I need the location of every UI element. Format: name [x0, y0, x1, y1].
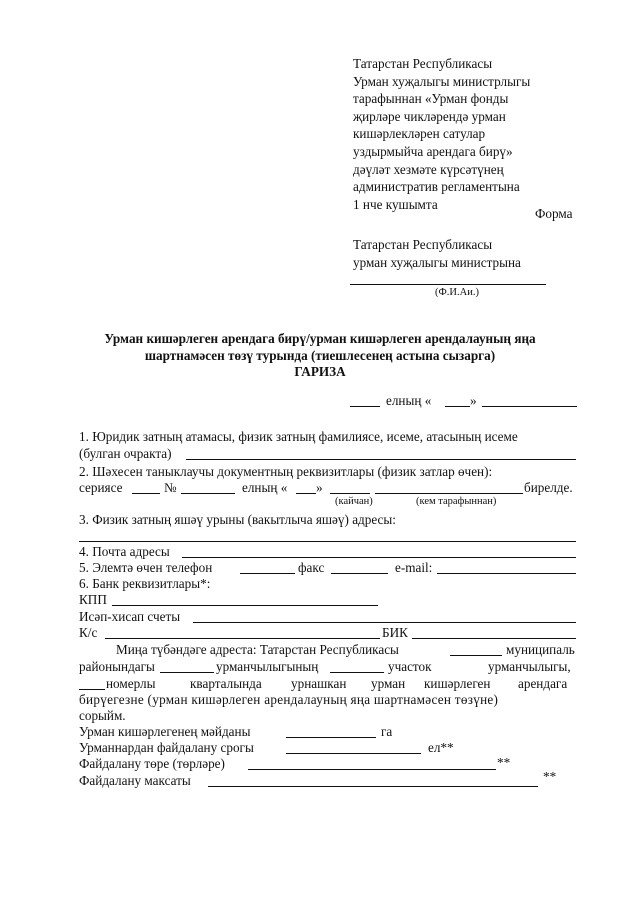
request-p4: бирүегезне (урман кишәрлеген арендалауның яңа шартнамәсен төзүне): [79, 692, 499, 707]
appendix-header: [353, 55, 530, 213]
item2-issued: бирелде.: [524, 480, 573, 495]
area-label: Урман кишәрлегенең мәйданы: [79, 724, 251, 739]
title-line3: ГАРИЗА: [294, 364, 346, 379]
purpose-label: Файдалану максаты: [79, 773, 191, 788]
request-p2-c: участок: [388, 659, 432, 674]
request-p3-f: арендага: [518, 676, 568, 691]
item5-email: e-mail:: [395, 560, 433, 575]
account-line[interactable]: [193, 622, 576, 623]
date-year-line[interactable]: [350, 406, 380, 407]
item2-label: 2. Шәхесен таныклаучы документның реквизитлары (физик затлар өчен):: [79, 464, 493, 479]
ks-line[interactable]: [105, 638, 380, 639]
date-year-label: елның «: [386, 393, 432, 408]
header-line: Урман хуҗалыгы министрлыгы: [353, 73, 531, 89]
item2-close: »: [316, 480, 323, 495]
forestry-line[interactable]: [330, 672, 384, 673]
type-line[interactable]: [248, 769, 496, 770]
term-unit: ел**: [428, 740, 454, 755]
area-unit: га: [381, 724, 393, 739]
purpose-mark: **: [543, 769, 557, 784]
term-label: Урманнардан файдалану срогы: [79, 740, 254, 755]
phone-line[interactable]: [240, 573, 295, 574]
item6-label: 6. Банк реквизитлары*:: [79, 576, 211, 591]
term-line[interactable]: [286, 753, 421, 754]
request-p3-e: кишәрлеген: [424, 676, 491, 691]
request-p1-a: Миңа түбәндәге адреста: Татарстан Республикасы: [116, 642, 399, 657]
request-p3-c: урнашкан: [291, 676, 347, 691]
item4-line[interactable]: [182, 557, 576, 558]
item2-who-caption: (кем тарафыннан): [416, 496, 497, 507]
title-line1: Урман кишәрлеген арендага бирү/урман кишәрлеген арендалауның яңа: [104, 331, 536, 346]
header-line: кишәрлекләрен сатулар: [353, 126, 486, 142]
request-p3-b: кварталында: [190, 676, 262, 691]
request-p5: сорыйм.: [79, 708, 126, 723]
bik-label: БИК: [382, 625, 408, 640]
item2-year: елның «: [242, 480, 288, 495]
item3-label: 3. Физик затның яшәү урыны (вакытлыча яшәү) адресы:: [79, 512, 396, 527]
addressee-line1: Татарстан Республикасы: [353, 237, 493, 252]
header-line: административ регламентына: [353, 179, 520, 195]
bik-line[interactable]: [412, 638, 576, 639]
date-month-line[interactable]: [482, 406, 577, 407]
request-p2-a: районындагы: [79, 659, 155, 674]
date-day-line[interactable]: [445, 406, 470, 407]
item5-label: 5. Элемтә өчен телефон: [79, 560, 213, 575]
item4-label: 4. Почта адресы: [79, 544, 170, 559]
kpp-line[interactable]: [112, 605, 378, 606]
header-line: җирләре чикләрендә урман: [353, 108, 506, 124]
type-mark: **: [497, 755, 511, 770]
purpose-line[interactable]: [208, 786, 538, 787]
request-p1-b: муниципаль: [506, 642, 575, 657]
ks-label: К/с: [79, 625, 98, 640]
addressee-line2: урман хуҗалыгы министрына: [353, 255, 521, 270]
header-line: 1 нче кушымта: [353, 196, 438, 212]
fio-line[interactable]: [350, 284, 546, 285]
type-label: Файдалану төре (төрләре): [79, 756, 225, 771]
date-close: »: [470, 393, 477, 408]
district-line[interactable]: [160, 672, 214, 673]
account-label: Исәп-хисап счеты: [79, 609, 181, 624]
request-p3-d: урман: [371, 676, 406, 691]
title-line2: шартнамәсен төзү турында (тиешлесенең астына сызарга): [144, 348, 496, 363]
kpp-label: КПП: [79, 592, 107, 607]
item2-seria: сериясе: [79, 480, 123, 495]
seria-line[interactable]: [132, 493, 160, 494]
item1b-label: (булган очракта): [79, 446, 172, 461]
request-p3-a: номерлы: [106, 676, 156, 691]
area-line[interactable]: [286, 737, 376, 738]
issued-by-line[interactable]: [375, 493, 523, 494]
fax-line[interactable]: [331, 573, 388, 574]
form-label: Форма: [535, 206, 573, 221]
request-p2-b: урманчылыгының: [216, 659, 319, 674]
header-line: дәүләт хезмәте күрсәтүнең: [353, 161, 504, 177]
item3-line[interactable]: [79, 541, 576, 542]
header-line: Татарстан Республикасы: [353, 56, 493, 71]
header-line: тарафыннан «Урман фонды: [353, 91, 509, 107]
issue-month-line[interactable]: [330, 493, 370, 494]
municipal-line[interactable]: [450, 655, 502, 656]
request-p2-d: урманчылыгы,: [488, 659, 571, 674]
fio-caption: (Ф.И.Аи.): [435, 287, 479, 298]
header-line: уздырмыйча арендага бирү»: [353, 143, 513, 159]
item2-no: №: [164, 480, 177, 495]
email-line[interactable]: [437, 573, 576, 574]
quarter-number-line[interactable]: [79, 689, 105, 690]
number-line[interactable]: [181, 493, 235, 494]
item1-label: 1. Юридик затның атамасы, физик затның фамилиясе, исеме, атасының исеме: [79, 429, 518, 444]
item1-line[interactable]: [186, 459, 576, 460]
item2-when-caption: (кайчан): [335, 496, 373, 507]
issue-day-line[interactable]: [296, 493, 316, 494]
item5-fax: факс: [298, 560, 325, 575]
